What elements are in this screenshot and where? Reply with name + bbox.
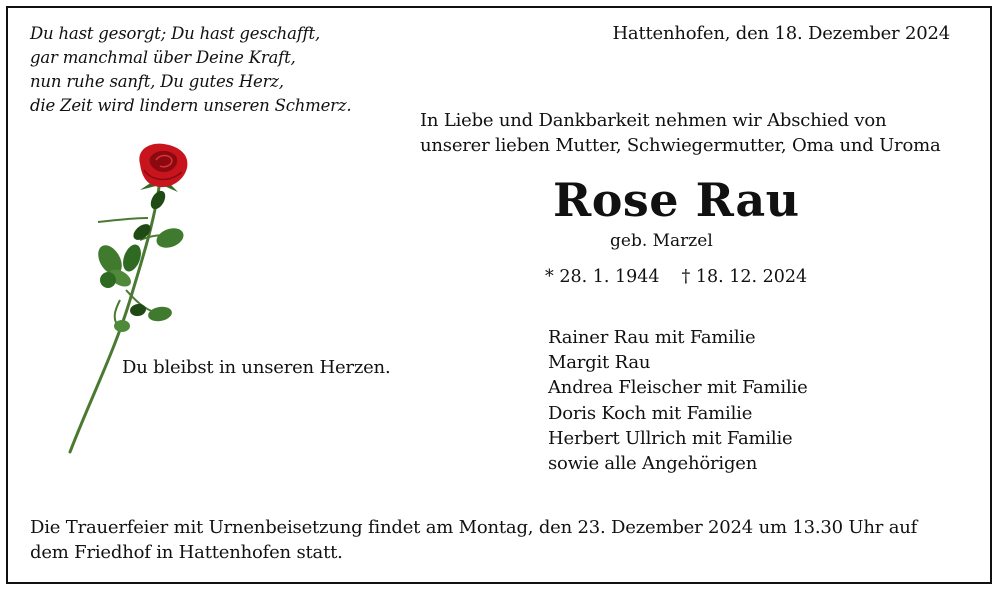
- place-and-date: Hattenhofen, den 18. Dezember 2024: [612, 23, 950, 44]
- poem-line: nun ruhe sanft, Du gutes Herz,: [30, 72, 284, 91]
- motto: Du bleibst in unseren Herzen.: [122, 357, 391, 378]
- poem-line: die Zeit wird lindern unseren Schmerz.: [30, 96, 352, 115]
- birth-date: * 28. 1. 1944: [545, 267, 660, 287]
- mourner-item: Herbert Ullrich mit Familie: [548, 427, 793, 449]
- poem: [30, 22, 351, 118]
- funeral-line: Die Trauerfeier mit Urnenbeisetzung findet am Montag, den 23. Dezember 2024 um 13.30 Uhr auf: [30, 517, 918, 538]
- funeral-info: [30, 515, 917, 565]
- mourner-item: Andrea Fleischer mit Familie: [548, 377, 808, 399]
- maiden-name: geb. Marzel: [610, 231, 713, 251]
- poem-line: Du hast gesorgt; Du hast geschafft,: [30, 24, 321, 43]
- intro-text: [420, 108, 941, 158]
- mourner-item: Margit Rau: [548, 352, 651, 374]
- intro-line: In Liebe und Dankbarkeit nehmen wir Abschied von: [420, 110, 887, 131]
- intro-line: unserer lieben Mutter, Schwiegermutter, Oma und Uroma: [420, 135, 941, 156]
- life-dates: [545, 265, 829, 289]
- rose-icon: [60, 140, 210, 460]
- funeral-line: dem Friedhof in Hattenhofen statt.: [30, 542, 343, 563]
- deceased-name: Rose Rau: [553, 173, 800, 227]
- mourner-item: Doris Koch mit Familie: [548, 402, 753, 424]
- mourner-item: Rainer Rau mit Familie: [548, 327, 756, 348]
- poem-line: gar manchmal über Deine Kraft,: [30, 48, 296, 67]
- mourner-item: sowie alle Angehörigen: [548, 453, 758, 475]
- mourners-list: [548, 325, 808, 476]
- death-date: † 18. 12. 2024: [681, 267, 808, 287]
